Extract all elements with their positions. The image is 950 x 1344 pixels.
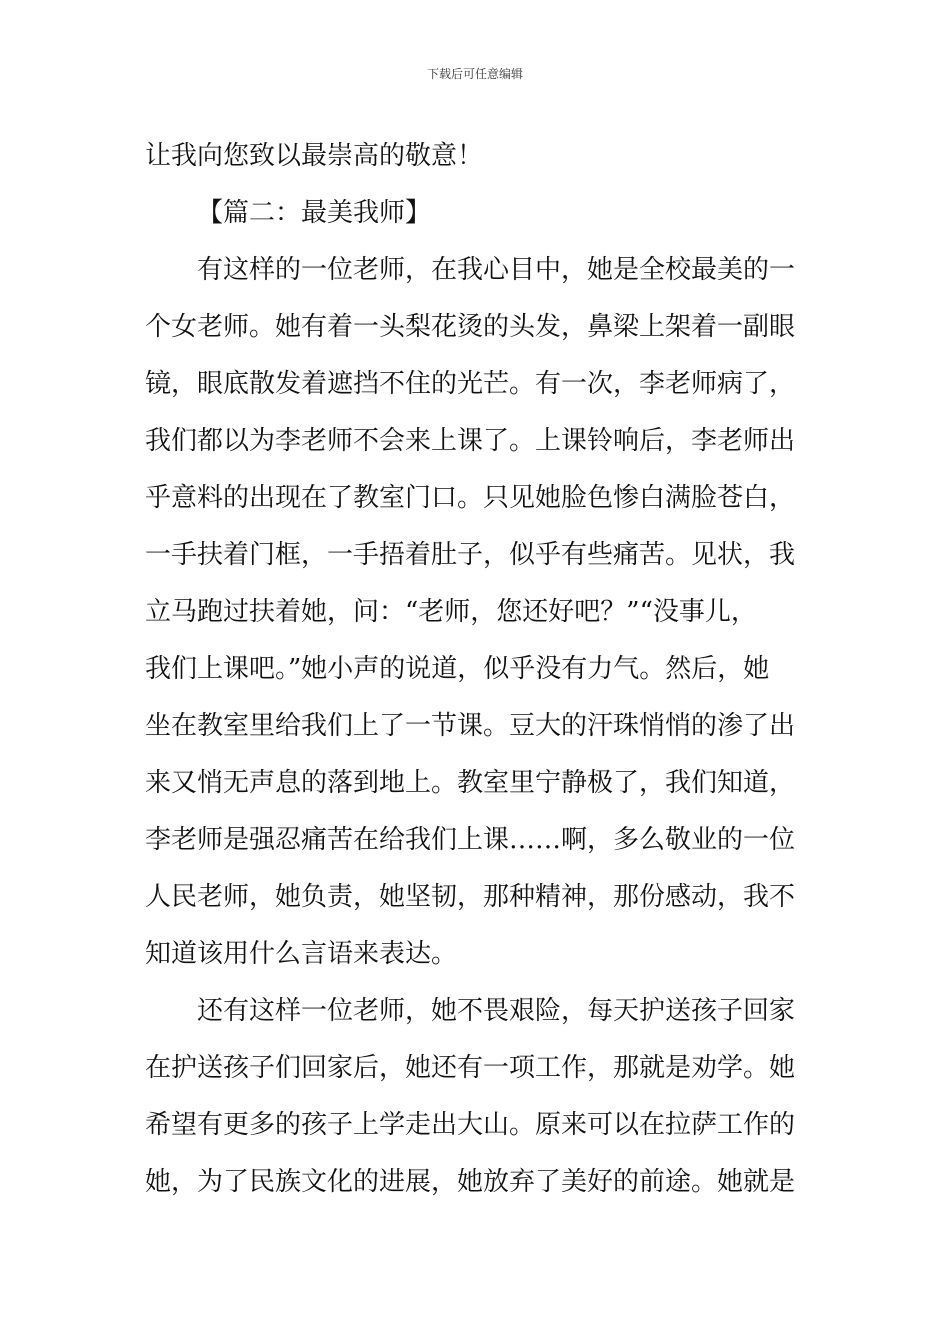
text-line: 知道该用什么言语来表达。 [145, 939, 458, 969]
text-line: 我们上课吧。”她小声的说道，似乎没有力气。然后，她 [145, 654, 770, 684]
text-line: 人民老师，她负责，她坚韧，那种精神，那份感动，我不 [145, 882, 796, 912]
text-line: 个女老师。她有着一头梨花烫的头发，鼻梁上架着一副眼 [145, 312, 796, 342]
text-line: 让我向您致以最崇高的敬意！ [145, 141, 484, 171]
text-line: 立马跑过扶着她，问：“老师，您还好吧？”“没事儿， [145, 597, 757, 627]
text-line: 李老师是强忍痛苦在给我们上课……啊，多么敬业的一位 [145, 825, 796, 855]
text-line: 有这样的一位老师，在我心目中，她是全校最美的一 [197, 255, 796, 285]
text-line: 还有这样一位老师，她不畏艰险，每天护送孩子回家 [197, 996, 796, 1026]
text-line: 希望有更多的孩子上学走出大山。原来可以在拉萨工作的 [145, 1110, 796, 1140]
section-heading: 【篇二：最美我师】 [197, 198, 432, 228]
text-line: 她，为了民族文化的进展，她放弃了美好的前途。她就是 [145, 1167, 796, 1197]
text-line: 镜，眼底散发着遮挡不住的光芒。有一次，李老师病了， [145, 369, 796, 399]
text-line: 乎意料的出现在了教室门口。只见她脸色惨白满脸苍白， [145, 483, 796, 513]
text-line: 在护送孩子们回家后，她还有一项工作，那就是劝学。她 [145, 1053, 796, 1083]
text-line: 我们都以为李老师不会来上课了。上课铃响后，李老师出 [145, 426, 796, 456]
document-body [145, 128, 807, 1211]
text-line: 来又悄无声息的落到地上。教室里宁静极了，我们知道， [145, 768, 796, 798]
page-header: 下载后可任意编辑 [426, 67, 523, 81]
text-line: 一手扶着门框，一手捂着肚子，似乎有些痛苦。见状，我 [145, 540, 796, 570]
text-line: 坐在教室里给我们上了一节课。豆大的汗珠悄悄的渗了出 [145, 711, 796, 741]
